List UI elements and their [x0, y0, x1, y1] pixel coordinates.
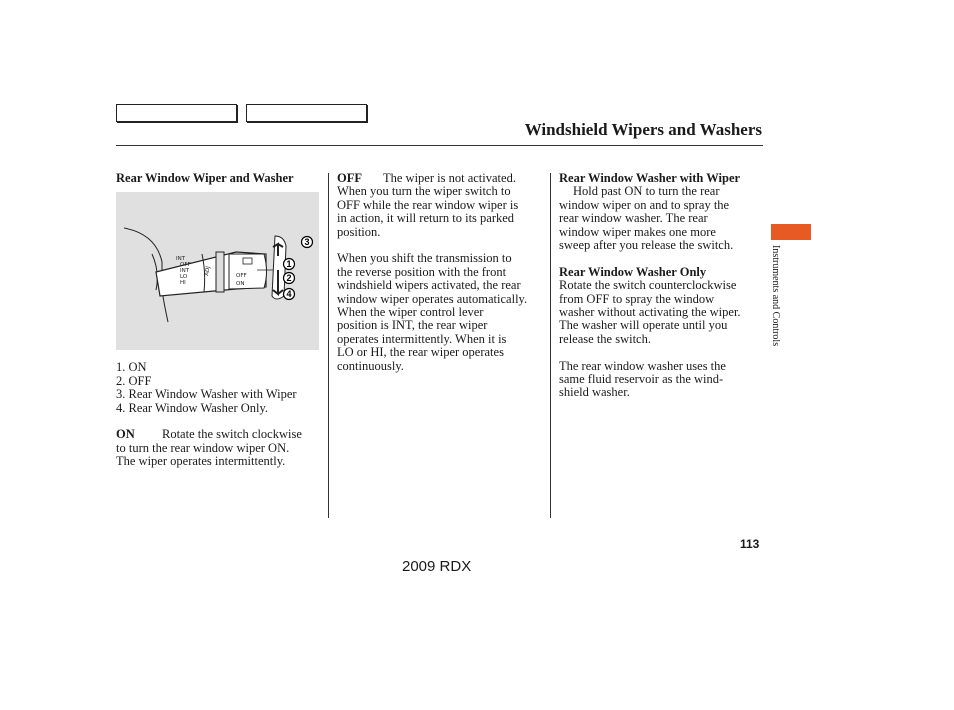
shift-line: the reverse position with the front [337, 264, 507, 279]
off-line: position. [337, 224, 381, 239]
lever-label-rear-on: ON [236, 281, 245, 288]
washer-only-line: release the switch. [559, 331, 651, 346]
washer-only-line: from OFF to spray the window [559, 291, 715, 306]
list-item: 2. OFF [116, 373, 152, 388]
lever-label-off: OFF [180, 262, 191, 269]
fluid-line: shield washer. [559, 385, 630, 400]
nav-button-previous[interactable] [116, 104, 237, 122]
list-item: 4. Rear Window Washer Only. [116, 400, 269, 415]
off-term: OFF [337, 171, 362, 185]
off-line: The wiper is not activated. [383, 171, 516, 185]
lever-label-int-top: INT [176, 256, 186, 263]
shift-line: When you shift the transmission to [337, 251, 512, 266]
column-1 [116, 172, 321, 469]
wiper-lever-figure [116, 192, 319, 350]
footer-model: 2009 RDX [402, 558, 472, 575]
callout-2: 2 [286, 273, 292, 284]
lever-label-rear-off: OFF [236, 273, 247, 280]
nav-button-next[interactable] [246, 104, 367, 122]
shift-line: position is INT, the rear wiper [337, 318, 488, 333]
off-line: OFF while the rear window wiper is [337, 197, 519, 212]
on-line: Rotate the switch clockwise [162, 427, 302, 442]
shift-line: LO or HI, the rear wiper operates [337, 345, 504, 360]
title-rule [116, 145, 763, 146]
lever-label-lo: LO [180, 274, 188, 281]
section-tab [771, 224, 811, 240]
list-item: 3. Rear Window Washer with Wiper [116, 387, 297, 402]
off-description [337, 172, 547, 185]
shift-line: operates intermittently. When it is [337, 331, 507, 346]
on-line: The wiper operates intermittently. [116, 454, 286, 469]
shift-line: continuously. [337, 358, 404, 373]
column-2 [337, 172, 547, 373]
callout-4: 4 [286, 289, 292, 300]
off-line: When you turn the wiper switch to [337, 184, 511, 199]
with-wiper-line: window wiper makes one more [559, 224, 716, 239]
with-wiper-line: Hold past ON to turn the rear [573, 184, 720, 199]
shift-line: windshield wipers activated, the rear [337, 278, 521, 293]
column-divider-2 [550, 173, 551, 518]
wiper-lever-illustration [116, 192, 319, 350]
callout-1: 1 [286, 259, 292, 270]
on-term: ON [116, 427, 135, 442]
washer-only-line: Rotate the switch counterclockwise [559, 278, 737, 293]
lever-label-hi: HI [180, 280, 186, 287]
with-wiper-line: sweep after you release the switch. [559, 238, 734, 253]
fluid-line: The rear window washer uses the [559, 358, 726, 373]
column-3 [559, 172, 764, 400]
lever-label-int: INT [180, 268, 190, 275]
shift-line: When the wiper control lever [337, 305, 484, 320]
on-description [116, 428, 321, 441]
column-divider-1 [328, 173, 329, 518]
with-wiper-line: window wiper on and to spray the [559, 197, 730, 212]
washer-only-line: The washer will operate until you [559, 318, 728, 333]
page-number: 113 [740, 537, 760, 551]
list-item: 1. ON [116, 360, 147, 375]
callout-3: 3 [304, 237, 310, 248]
with-wiper-line: rear window washer. The rear [559, 211, 708, 226]
page-title: Windshield Wipers and Washers [524, 120, 762, 139]
on-line: to turn the rear window wiper ON. [116, 440, 290, 455]
washer-only-line: washer without activating the wiper. [559, 305, 741, 320]
section-label: Instruments and Controls [770, 245, 781, 347]
section-heading: Rear Window Wiper and Washer [116, 171, 294, 185]
lever-label-adj: ADJ [204, 266, 212, 277]
fluid-line: same fluid reservoir as the wind- [559, 372, 724, 387]
shift-line: window wiper operates automatically. [337, 291, 528, 306]
off-line: in action, it will return to its parked [337, 211, 515, 226]
washer-only-heading: Rear Window Washer Only [559, 264, 707, 279]
with-wiper-heading: Rear Window Washer with Wiper [559, 171, 741, 185]
